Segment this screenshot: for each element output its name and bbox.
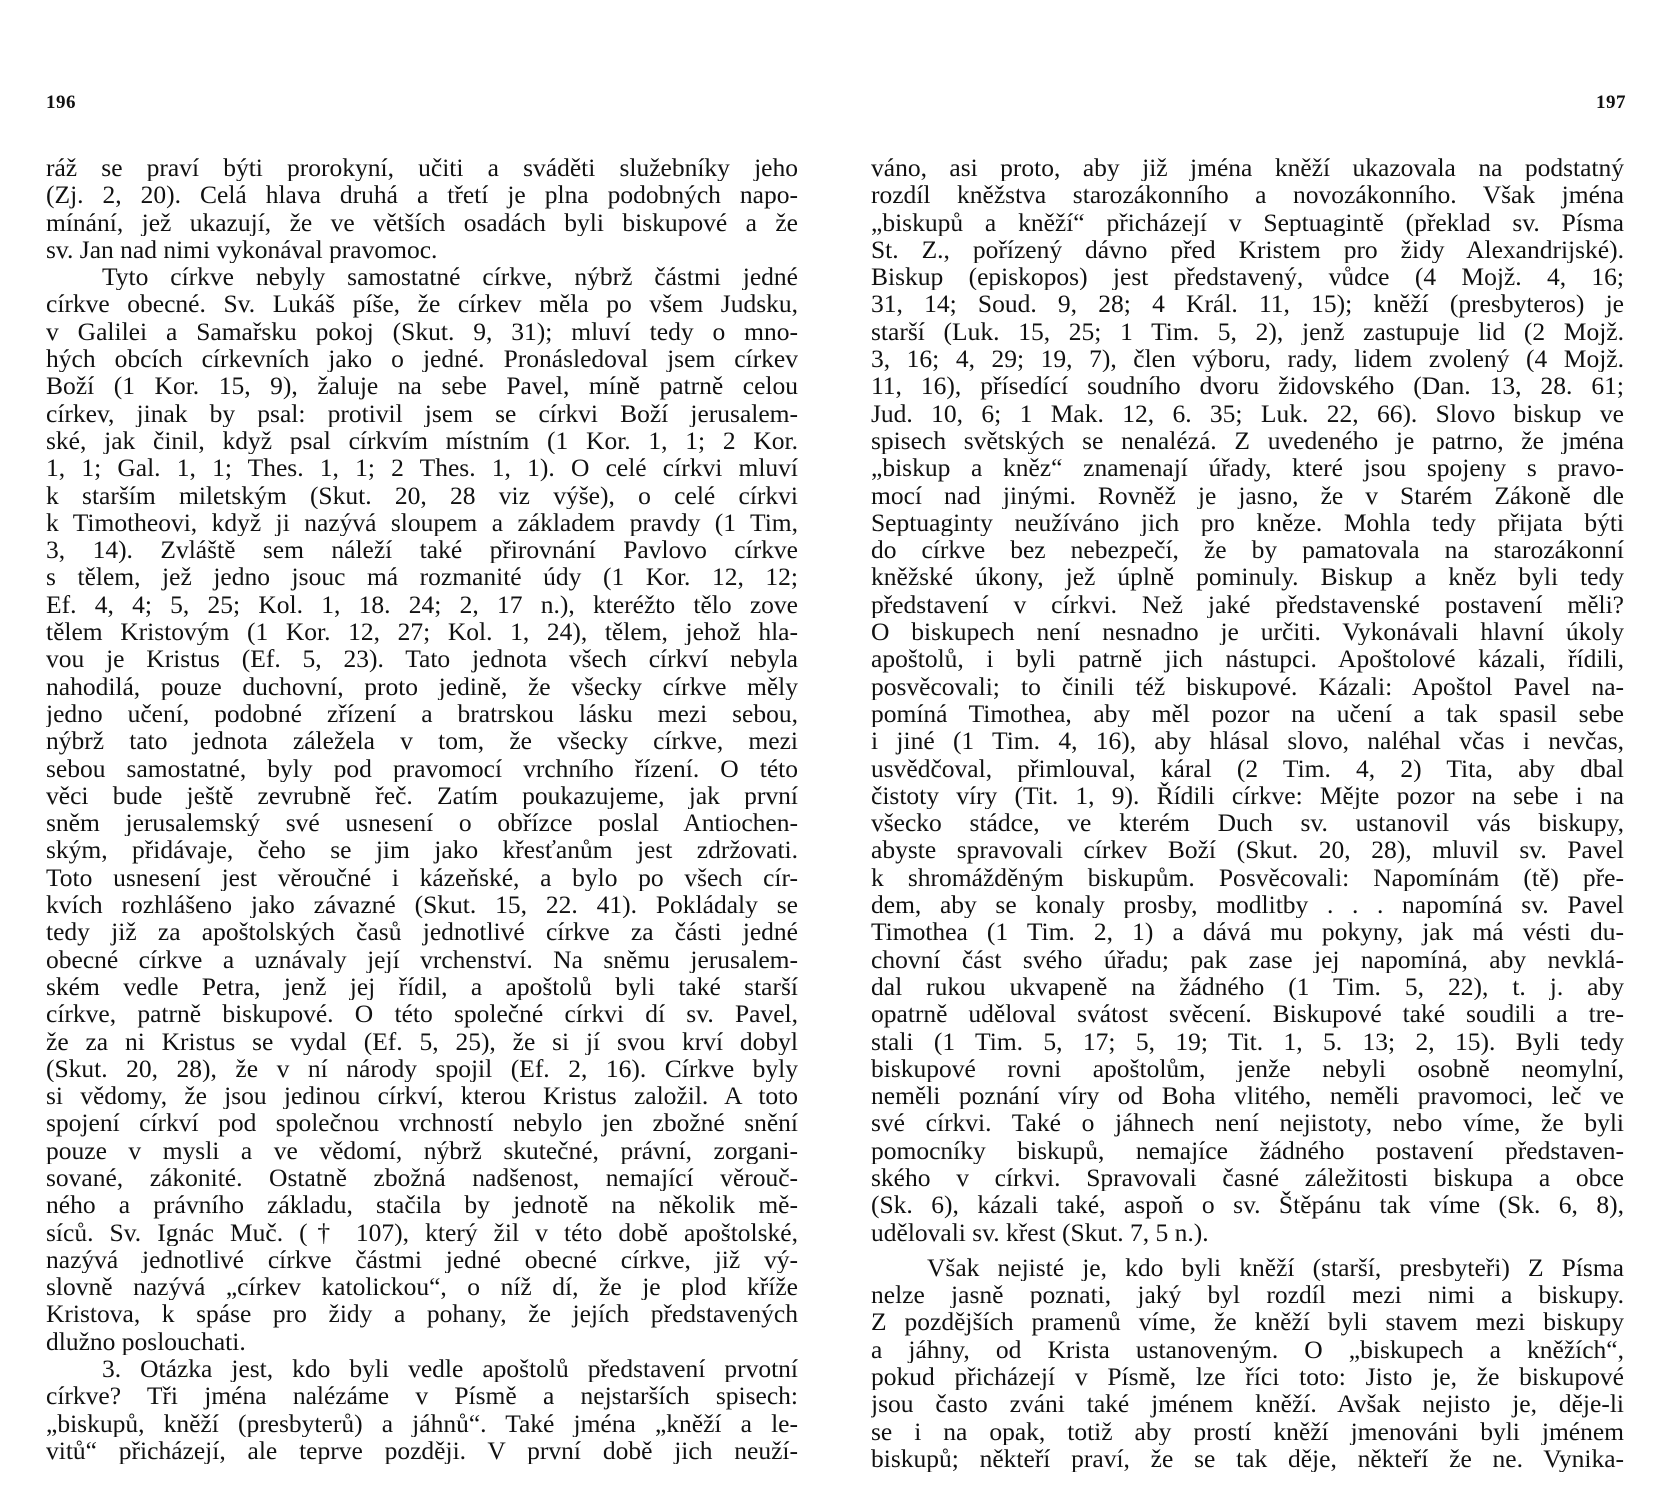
text-line: 1, 1; Gal. 1, 1; Thes. 1, 1; 2 Thes. 1, 1). O celé církvi mluví xyxy=(46,454,798,482)
paragraph-spacer xyxy=(871,1246,1624,1254)
text-line: (Zj. 2, 20). Celá hlava druhá a třetí je plna podobných napo- xyxy=(46,181,798,209)
text-line: ské, jak činil, když psal církvím místním (1 Kor. 1, 1; 2 Kor. xyxy=(46,426,798,455)
text-line: spisech světských se nenalézá. Z uvedeného je patrno, že jména xyxy=(871,426,1624,455)
text-line: biskupové rovni apoštolům, jenže nebyli osobně neomylní, xyxy=(871,1054,1624,1083)
text-line: 3, 14). Zvláště sem náleží také přirovnání Pavlovo církve xyxy=(46,536,798,564)
text-line: Však nejisté je, kdo byli kněží (starší, presbyteři) Z Písma xyxy=(927,1253,1624,1282)
text-line: kvích rozhlášeno jako závazné (Skut. 15, 22. 41). Pokládaly se xyxy=(46,891,798,919)
page-number: 196 xyxy=(46,92,76,113)
text-line: vou je Kristus (Ef. 5, 23). Tato jednota všech církví nebyla xyxy=(46,645,798,673)
text-line: Kristova, k spáse pro židy a pohany, že jejích představených xyxy=(46,1300,798,1328)
right-page xyxy=(836,0,1672,1500)
page-number: 197 xyxy=(1596,92,1626,113)
text-line: Z pozdějších pramenů víme, že kněží byli stavem mezi biskupy xyxy=(871,1308,1624,1336)
text-line: sněm jerusalemský své usnesení o obřízce poslal Antiochen- xyxy=(46,809,798,837)
text-line: rozdíl kněžstva starozákonního a novozákonního. Však jména xyxy=(871,181,1624,209)
text-line: věci bude ještě zevrubně řeč. Zatím poukazujeme, jak první xyxy=(46,781,798,810)
text-line: i jiné (1 Tim. 4, 16), aby hlásal slovo, naléhal včas i nevčas, xyxy=(871,727,1624,755)
text-line: Toto usnesení jest věroučné i kázeňské, a bylo po všech cír- xyxy=(46,863,798,892)
text-line: „biskup a kněz“ znamenají úřady, které jsou spojeny s pravo- xyxy=(871,454,1624,482)
text-line: ského v církvi. Spravovali časné záležitosti biskupa a obce xyxy=(871,1163,1624,1192)
text-line: „biskupů a kněží“ přicházejí v Septuagintě (překlad sv. Písma xyxy=(871,208,1624,236)
text-line: 11, 16), přísedící soudního dvoru židovského (Dan. 13, 28. 61; xyxy=(871,372,1624,400)
text-line: ským, přidávaje, čeho se jim jako křesťanům jest zdržovati. xyxy=(46,836,798,864)
text-line: a jáhny, od Krista ustanoveným. O „biskupech a kněžích“, xyxy=(871,1335,1624,1364)
text-line: obecné církve a uznávaly její vrchenství. Na sněmu jerusalem- xyxy=(46,945,798,973)
text-line: k shromážděným biskupům. Posvěcovali: Napomínám (tě) pře- xyxy=(871,863,1624,892)
text-line: Jud. 10, 6; 1 Mak. 12, 6. 35; Luk. 22, 66). Slovo biskup ve xyxy=(871,399,1624,427)
text-line: hých obcích církevních jako o jedné. Pronásledoval jsem církev xyxy=(46,345,798,373)
text-line: sv. Jan nad nimi vykonával pravomoc. xyxy=(46,235,438,264)
text-line: tělem Kristovým (1 Kor. 12, 27; Kol. 1, 24), tělem, jehož hla- xyxy=(46,618,798,646)
text-line: církve? Tři jména nalézáme v Písmě a nejstarších spisech: xyxy=(46,1382,798,1410)
text-line: opatrně uděloval svátost svěcení. Biskupové také soudili a tre- xyxy=(871,1000,1624,1028)
text-line: v Galilei a Samařsku pokoj (Skut. 9, 31); mluví tedy o mno- xyxy=(46,317,798,346)
text-line: usvědčoval, přimlouval, káral (2 Tim. 4, 2) Tita, aby dbal xyxy=(871,754,1624,782)
text-line: jedno učení, podobné zřízení a bratrskou lásku mezi sebou, xyxy=(46,699,798,728)
text-line: váno, asi proto, aby již jména kněží ukazovala na podstatný xyxy=(871,154,1624,182)
text-line: Boží (1 Kor. 15, 9), žaluje na sebe Pavel, míně patrně celou xyxy=(46,372,798,400)
text-line: si vědomy, že jsou jedinou církví, kterou Kristus založil. A toto xyxy=(46,1082,798,1110)
text-line: neměli poznání víry od Boha vlitého, neměli pravomoci, leč ve xyxy=(871,1082,1624,1110)
text-line: pomocníky biskupů, nemajíce žádného postavení představen- xyxy=(871,1136,1624,1164)
text-line: mínání, jež ukazují, že ve větších osadách byli biskupové a že xyxy=(46,208,798,236)
text-line: že za ni Kristus se vydal (Ef. 5, 25), že si jí svou krví dobyl xyxy=(46,1027,798,1055)
text-line: se i na opak, totiž aby prostí kněží jmenováni byli jménem xyxy=(871,1417,1624,1445)
text-line: Tyto církve nebyly samostatné církve, nýbrž částmi jedné xyxy=(102,263,798,291)
text-line: ráž se praví býti prorokyní, učiti a sváděti služebníky jeho xyxy=(46,154,798,182)
text-line: k Timotheovi, když ji nazývá sloupem a základem pravdy (1 Tim, xyxy=(46,508,798,537)
text-line: dal rukou ukvapeně na žádného (1 Tim. 5, 22), t. j. aby xyxy=(871,972,1624,1001)
text-line: Ef. 4, 4; 5, 25; Kol. 1, 18. 24; 2, 17 n.), kteréžto tělo zove xyxy=(46,590,798,619)
text-line: apoštolů, i byli patrně jich nástupci. Apoštolové kázali, řídili, xyxy=(871,645,1624,673)
text-line: „biskupů, kněží (presbyterů) a jáhnů“. Také jména „kněží a le- xyxy=(46,1409,798,1437)
text-line: St. Z., pořízený dávno před Kristem pro židy Alexandrijské). xyxy=(871,235,1624,264)
text-line: slovně nazývá „církev katolickou“, o níž dí, že je plod kříže xyxy=(46,1273,798,1301)
text-line: tedy již za apoštolských časů jednotlivé církve za části jedné xyxy=(46,918,798,946)
text-line: chovní část svého úřadu; pak zase jej napomíná, aby nevklá- xyxy=(871,945,1624,973)
text-line: dlužno poslouchati. xyxy=(46,1327,246,1356)
text-line: Timothea (1 Tim. 2, 1) a dává mu pokyny, jak má vésti du- xyxy=(871,918,1624,946)
text-line: 3, 16; 4, 29; 19, 7), člen výboru, rady, lidem zvolený (4 Mojž. xyxy=(871,345,1624,373)
text-line: vitů“ přicházejí, ale teprve později. V první době jich neuží- xyxy=(46,1436,798,1465)
text-line: církve, patrně biskupové. O této společné církvi dí sv. Pavel, xyxy=(46,1000,798,1028)
text-line: 31, 14; Soud. 9, 28; 4 Král. 11, 15); kněží (presbyteros) je xyxy=(871,290,1624,318)
text-line: Septuaginty neužíváno jich pro kněze. Mohla tedy přijata býti xyxy=(871,508,1624,537)
text-line: spojení církví pod společnou vrchností nebylo jen zbožné snění xyxy=(46,1109,798,1137)
text-line: všecko stádce, ve kterém Duch sv. ustanovil vás biskupy, xyxy=(871,809,1624,837)
text-line: abyste spravovali církev Boží (Skut. 20, 28), mluvil sv. Pavel xyxy=(871,836,1624,864)
text-line: sované, zákonité. Ostatně zbožná nadšenost, nemající věrouč- xyxy=(46,1163,798,1192)
text-line: čistoty víry (Tit. 1, 9). Řídili církve: Mějte pozor na sebe i na xyxy=(871,781,1624,810)
text-line: nelze jasně poznati, jaký byl rozdíl mezi nimi a biskupy. xyxy=(871,1281,1624,1309)
text-line: církev, jinak by psal: protivil jsem se církvi Boží jerusalem- xyxy=(46,399,798,427)
text-line: 3. Otázka jest, kdo byli vedle apoštolů představení prvotní xyxy=(102,1355,798,1383)
text-line: O biskupech není nesnadno je určiti. Vykonávali hlavní úkoly xyxy=(871,618,1624,646)
text-line: nazývá jednotlivé církve částmi jedné obecné církve, již vý- xyxy=(46,1245,798,1274)
text-line: představení v církvi. Než jaké představenské postavení měli? xyxy=(871,590,1624,619)
text-line: nahodilá, pouze duchovní, proto jedině, že všecky církve měly xyxy=(46,672,798,700)
text-line: (Sk. 6), kázali také, aspoň o sv. Štěpánu tak víme (Sk. 6, 8), xyxy=(871,1191,1624,1219)
text-line: kněžské úkony, jež úplně pominuly. Biskup a kněz byli tedy xyxy=(871,563,1624,591)
text-line: (Skut. 20, 28), že v ní národy spojil (Ef. 2, 16). Církve byly xyxy=(46,1054,798,1083)
text-line: ském vedle Petra, jenž jej řídil, a apoštolů byli také starší xyxy=(46,972,798,1001)
text-line: jsou často zváni také jménem kněží. Avšak nejisto je, děje-li xyxy=(871,1390,1624,1418)
text-line: udělovali sv. křest (Skut. 7, 5 n.). xyxy=(871,1218,1209,1246)
text-line: mocí nad jinými. Rovněž je jasno, že v Starém Zákoně dle xyxy=(871,481,1624,509)
text-line: s tělem, jež jedno jsouc má rozmanité údy (1 Kor. 12, 12; xyxy=(46,563,798,591)
text-line: své církvi. Také o jáhnech není nejistoty, nebo víme, že byli xyxy=(871,1109,1624,1137)
text-line: biskupů; někteří praví, že se tak děje, někteří že ne. Vynika- xyxy=(871,1444,1624,1473)
text-line: dem, aby se konaly prosby, modlitby . . . napomíná sv. Pavel xyxy=(871,891,1624,919)
text-line: sebou samostatné, byly pod pravomocí vrchního řízení. O této xyxy=(46,754,798,782)
text-line: pouze v mysli a ve vědomí, nýbrž skutečné, právní, zorgani- xyxy=(46,1136,798,1164)
text-line: ného a právního základu, stačila by jednotě na několik mě- xyxy=(46,1191,798,1219)
text-line: stali (1 Tim. 5, 17; 5, 19; Tit. 1, 5. 13; 2, 15). Byli tedy xyxy=(871,1027,1624,1055)
page-text xyxy=(871,154,1624,1472)
text-line: pomíná Timothea, aby měl pozor na učení a tak spasil sebe xyxy=(871,699,1624,728)
text-line: k starším miletským (Skut. 20, 28 viz výše), o celé církvi xyxy=(46,481,798,509)
text-line: do církve bez nebezpečí, že by pamatovala na starozákonní xyxy=(871,536,1624,564)
text-line: církve obecné. Sv. Lukáš píše, že církev měla po všem Judsku, xyxy=(46,290,798,318)
text-line: nýbrž tato jednota záležela v tom, že všecky církve, mezi xyxy=(46,727,798,755)
page-text xyxy=(46,154,798,1464)
text-line: starší (Luk. 15, 25; 1 Tim. 5, 2), jenž zastupuje lid (2 Mojž. xyxy=(871,317,1624,346)
text-line: Biskup (episkopos) jest představený, vůdce (4 Mojž. 4, 16; xyxy=(871,263,1624,291)
text-line: pokud přicházejí v Písmě, lze říci toto: Jisto je, že biskupové xyxy=(871,1363,1624,1391)
text-line: posvěcovali; to činili též biskupové. Kázali: Apoštol Pavel na- xyxy=(871,672,1624,700)
text-line: síců. Sv. Ignác Muč. († 107), který žil v této době apoštolské, xyxy=(46,1218,798,1246)
